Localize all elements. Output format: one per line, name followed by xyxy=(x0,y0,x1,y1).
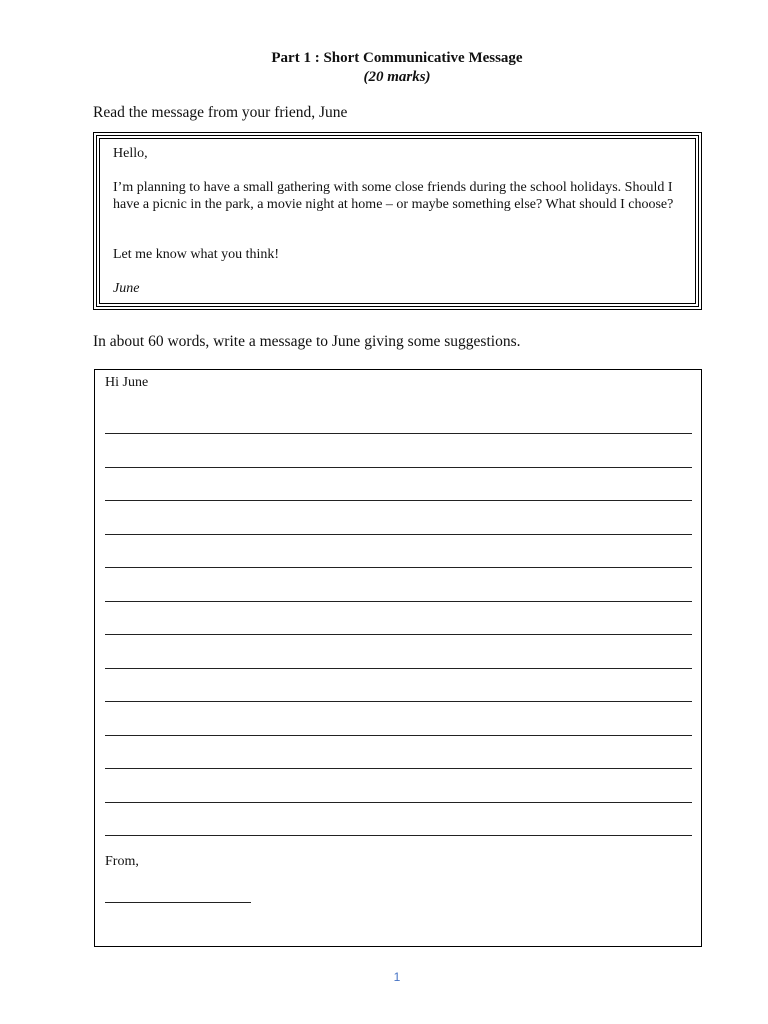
from-label: From, xyxy=(105,854,139,869)
message-signature: June xyxy=(113,281,140,296)
writing-line[interactable] xyxy=(105,735,692,736)
writing-line[interactable] xyxy=(105,768,692,769)
answer-box[interactable] xyxy=(94,369,702,947)
writing-line[interactable] xyxy=(105,433,692,434)
message-body: I’m planning to have a small gathering with some close friends during the school holidays. Should I have a picnic in the park, a movie night at home – or maybe something else? What should I choose? xyxy=(113,180,674,212)
writing-line[interactable] xyxy=(105,835,692,836)
read-instruction: Read the message from your friend, June xyxy=(93,104,348,121)
signature-line[interactable] xyxy=(105,902,251,903)
message-box-inner xyxy=(99,138,696,304)
page-title: Part 1 : Short Communicative Message xyxy=(271,50,523,66)
message-closing: Let me know what you think! xyxy=(113,247,280,262)
writing-line[interactable] xyxy=(105,534,692,535)
writing-line[interactable] xyxy=(105,668,692,669)
writing-line[interactable] xyxy=(105,500,692,501)
writing-line[interactable] xyxy=(105,634,692,635)
writing-line[interactable] xyxy=(105,701,692,702)
message-greeting: Hello, xyxy=(113,146,148,161)
marks-label: (20 marks) xyxy=(363,69,431,85)
write-instruction: In about 60 words, write a message to June giving some suggestions. xyxy=(93,333,521,350)
writing-line[interactable] xyxy=(105,467,692,468)
writing-line[interactable] xyxy=(105,567,692,568)
answer-greeting: Hi June xyxy=(105,375,149,390)
writing-line[interactable] xyxy=(105,802,692,803)
writing-line[interactable] xyxy=(105,601,692,602)
page-number: 1 xyxy=(393,970,401,984)
message-box xyxy=(93,132,702,310)
